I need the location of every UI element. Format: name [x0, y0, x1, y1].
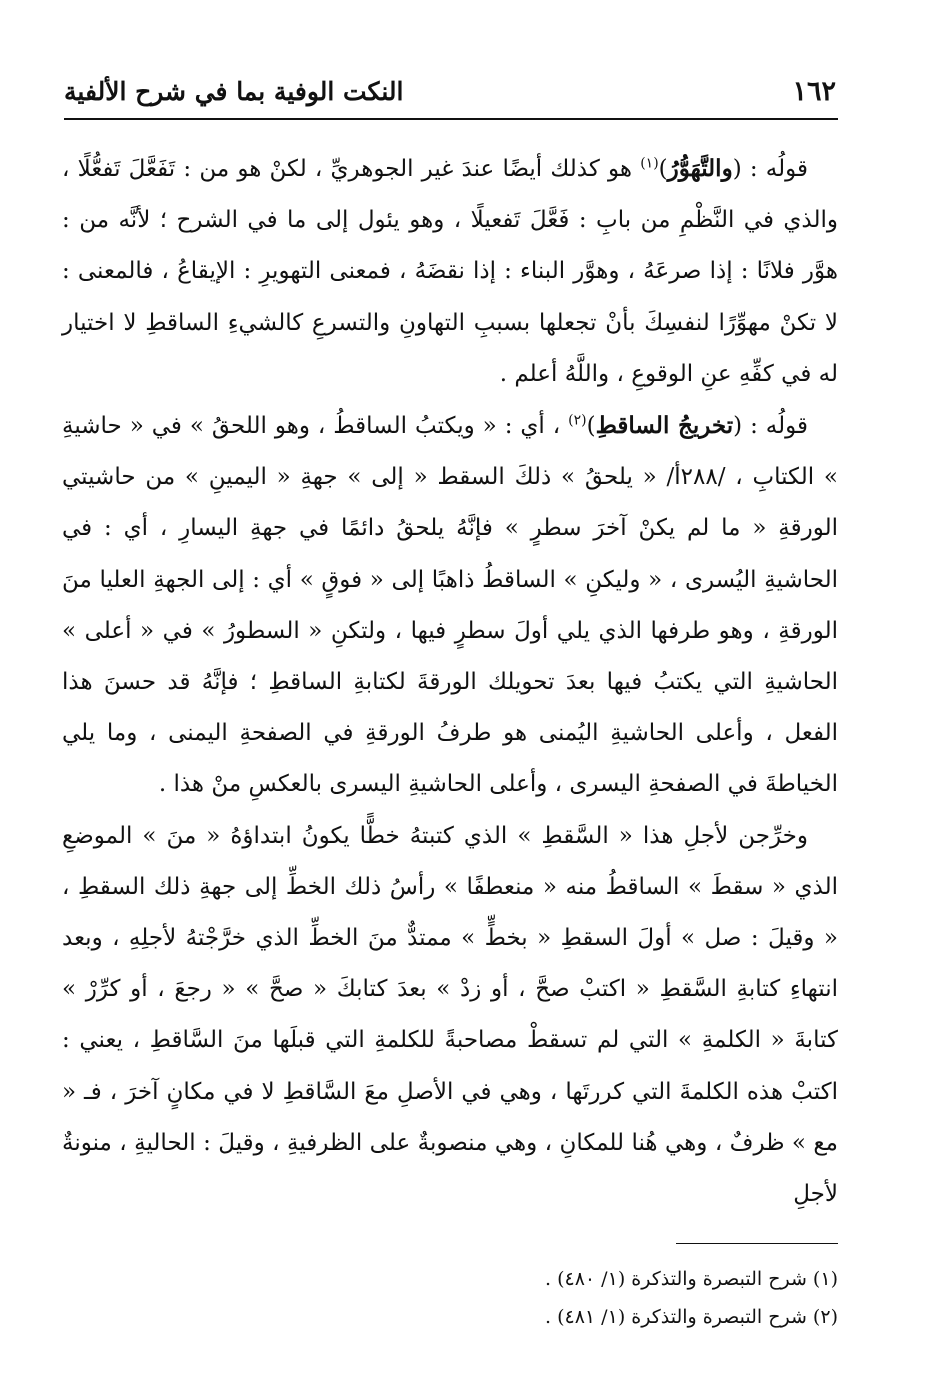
paragraph-lead: قولُه : ( — [733, 413, 809, 440]
footnote-divider — [676, 1243, 838, 1244]
paragraph-takhrij — [62, 400, 838, 811]
paragraph-kharrijn — [62, 811, 838, 1221]
footnote-2: (٢) شرح التبصرة والتذكرة (١/ ٤٨١) . — [545, 1306, 838, 1328]
closing-paren: ) — [586, 413, 596, 440]
page-number: ١٦٢ — [792, 75, 836, 107]
paragraph-tahawwur — [62, 143, 838, 400]
header-divider — [64, 118, 838, 120]
footnote-reference: (٢) — [568, 412, 587, 429]
closing-paren: ) — [658, 156, 668, 182]
paragraph-body: ، أي : « ويكتبُ الساقطُ ، وهو اللحقُ » في « حاشيةِ » الكتابِ ، /٢٨٨أ/ « يلحقُ » ذلكَ السقط « إلى » جهةِ « اليمينِ » من حاشيتي الورقةِ « ما لم يكنْ آخرَ سطرٍ » فإنَّهُ يلحقُ دائمًا في جهةِ اليسارِ ، أي : في الحاشيةِ اليُسرى ، « وليكنِ » الساقطُ ذاهبًا إلى « فوقٍ » أي : إلى الجهةِ العليا منَ الورقةِ ، وهو طرفها الذي يلي أولَ سطرٍ فيها ، ولتكنِ « السطورُ » في « أعلى » الحاشيةِ التي يكتبُ فيها بعدَ تحويلك الورقةَ لكتابةِ الساقطِ ؛ فإنَّهُ قد حسنَ هذا الفعل ، وأعلى الحاشيةِ اليُمنى هو طرفُ الورقةِ في الصفحةِ اليمنى ، وما يلي الخياطةَ في الصفحةِ اليسرى ، وأعلى الحاشيةِ اليسرى بالعكسِ منْ هذا . — [62, 413, 838, 798]
running-title: النكت الوفية بما في شرح الألفية — [64, 76, 404, 106]
paragraph-body: هو كذلك أيضًا عندَ غير الجوهريِّ ، لكنْ هو من : تَفَعَّلَ تَفعُّلًا ، والذي في النَّظْمِ من بابِ : فَعَّلَ تَفعيلًا ، وهو يئول إلى ما في الشرح ؛ لأنَّه من : هوَّر فلانًا : إذا صرعَهُ ، وهوَّر البناء : إذا نقضَهُ ، فمعنى التهويرِ : الإيقاعُ ، فالمعنى : لا تكنْ مهوِّرًا لنفسِكَ بأنْ تجعلها بسببِ التهاونِ والتسرعِ كالشيءِ الساقطِ لا اختيار له في كفِّهِ عنِ الوقوعِ ، واللَّهُ أعلم . — [62, 156, 838, 387]
quoted-keyword: تخريجُ الساقطِ — [595, 412, 734, 440]
footnotes — [64, 1260, 838, 1336]
main-text — [62, 143, 838, 1220]
footnote-1: (١) شرح التبصرة والتذكرة (١/ ٤٨٠) . — [545, 1268, 838, 1290]
paragraph-lead: قولُه : ( — [732, 156, 808, 182]
paragraph-body: وخرِّجن لأجلِ هذا « السَّقطِ » الذي كتبتهُ خطًّا يكونُ ابتداؤهُ « منَ » الموضعِ الذي « سقطَ » الساقطُ منه « منعطفًا » رأسُ ذلك الخطِّ إلى جهةِ ذلك السقطِ ، « وقيلَ : صل » أولَ السقطِ « بخطٍّ » ممتدٌّ منَ الخطِّ الذي خرَّجْتهُ لأجلِهِ ، وبعد انتهاءِ كتابةِ السَّقطِ « اكتبْ صحَّ ، أو زدْ » بعدَ كتابكَ « صحَّ » « رجعَ ، أو كرِّرْ » كتابةَ « الكلمةِ » التي لم تسقطْ مصاحبةً للكلمةِ التي قبلَها منَ السَّاقطِ ، يعني : اكتبْ هذه الكلمةَ التي كررتَها ، وهي في الأصلِ معَ السَّاقطِ لا في مكانٍ آخرَ ، فـ « مع » ظرفٌ ، وهي هُنا للمكانِ ، وهي منصوبةٌ على الظرفيةِ ، وقيلَ : الحاليةِ ، منونةٌ لأجلِ — [62, 822, 838, 1208]
quoted-keyword: والتَّهَوُّرُ — [667, 155, 733, 182]
page-header — [64, 68, 836, 114]
footnote-reference: (١) — [640, 155, 659, 172]
